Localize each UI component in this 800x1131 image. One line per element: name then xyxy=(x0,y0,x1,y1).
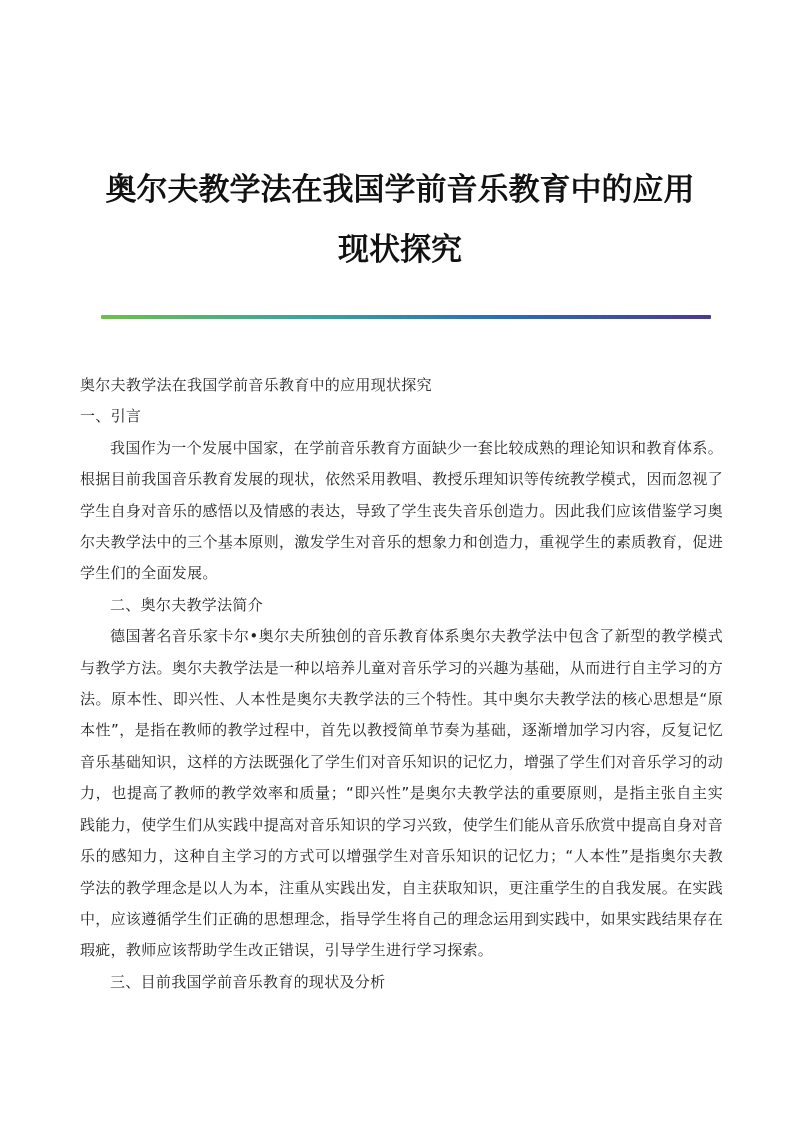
document-body xyxy=(80,370,723,998)
paragraph-introduction: 我国作为一个发展中国家，在学前音乐教育方面缺少一套比较成熟的理论知识和教育体系。根据目前我国音乐教育发展的现状，依然采用教唱、教授乐理知识等传统教学模式，因而忽视了学生自身对音乐的感悟以及情感的表达，导致了学生丧失音乐创造力。因此我们应该借鉴学习奥尔夫教学法中的三个基本原则，激发学生对音乐的想象力和创造力，重视学生的素质教育，促进学生们的全面发展。 xyxy=(80,438,723,583)
document-subtitle: 奥尔夫教学法在我国学前音乐教育中的应用现状探究 xyxy=(80,376,432,394)
paragraph-orff-overview: 德国著名音乐家卡尔•奥尔夫所独创的音乐教育体系奥尔夫教学法中包含了新型的教学模式与教学方法。奥尔夫教学法是一种以培养儿童对音乐学习的兴趣为基础，从而进行自主学习的方法。原本性、即兴性、人本性是奥尔夫教学法的三个特性。其中奥尔夫教学法的核心思想是“原本性”，是指在教师的教学过程中，首先以教授简单节奏为基础，逐渐增加学习内容，反复记忆音乐基础知识，这样的方法既强化了学生们对音乐知识的记忆力，增强了学生们对音乐学习的动力，也提高了教师的教学效率和质量；“即兴性”是奥尔夫教学法的重要原则，是指主张自主实践能力，使学生们从实践中提高对音乐知识的学习兴致，使学生们能从音乐欣赏中提高自身对音乐的感知力，这种自主学习的方式可以增强学生对音乐知识的记忆力；“人本性”是指奥尔夫教学法的教学理念是以人为本，注重从实践出发，自主获取知识，更注重学生的自我发展。在实践中，应该遵循学生们正确的思想理念，指导学生将自己的理念运用到实践中，如果实践结果存在瑕疵，教师应该帮助学生改正错误，引导学生进行学习探索。 xyxy=(80,627,723,960)
document-title-line-2: 现状探究 xyxy=(338,232,462,268)
section-heading-introduction: 一、引言 xyxy=(80,407,142,426)
section-heading-orff-overview: 二、奥尔夫教学法简介 xyxy=(110,595,264,614)
section-heading-current-status: 三、目前我国学前音乐教育的现状及分析 xyxy=(110,972,386,991)
title-divider xyxy=(101,315,711,319)
document-title xyxy=(60,160,740,280)
document-title-line-1: 奥尔夫教学法在我国学前音乐教育中的应用 xyxy=(105,172,695,208)
